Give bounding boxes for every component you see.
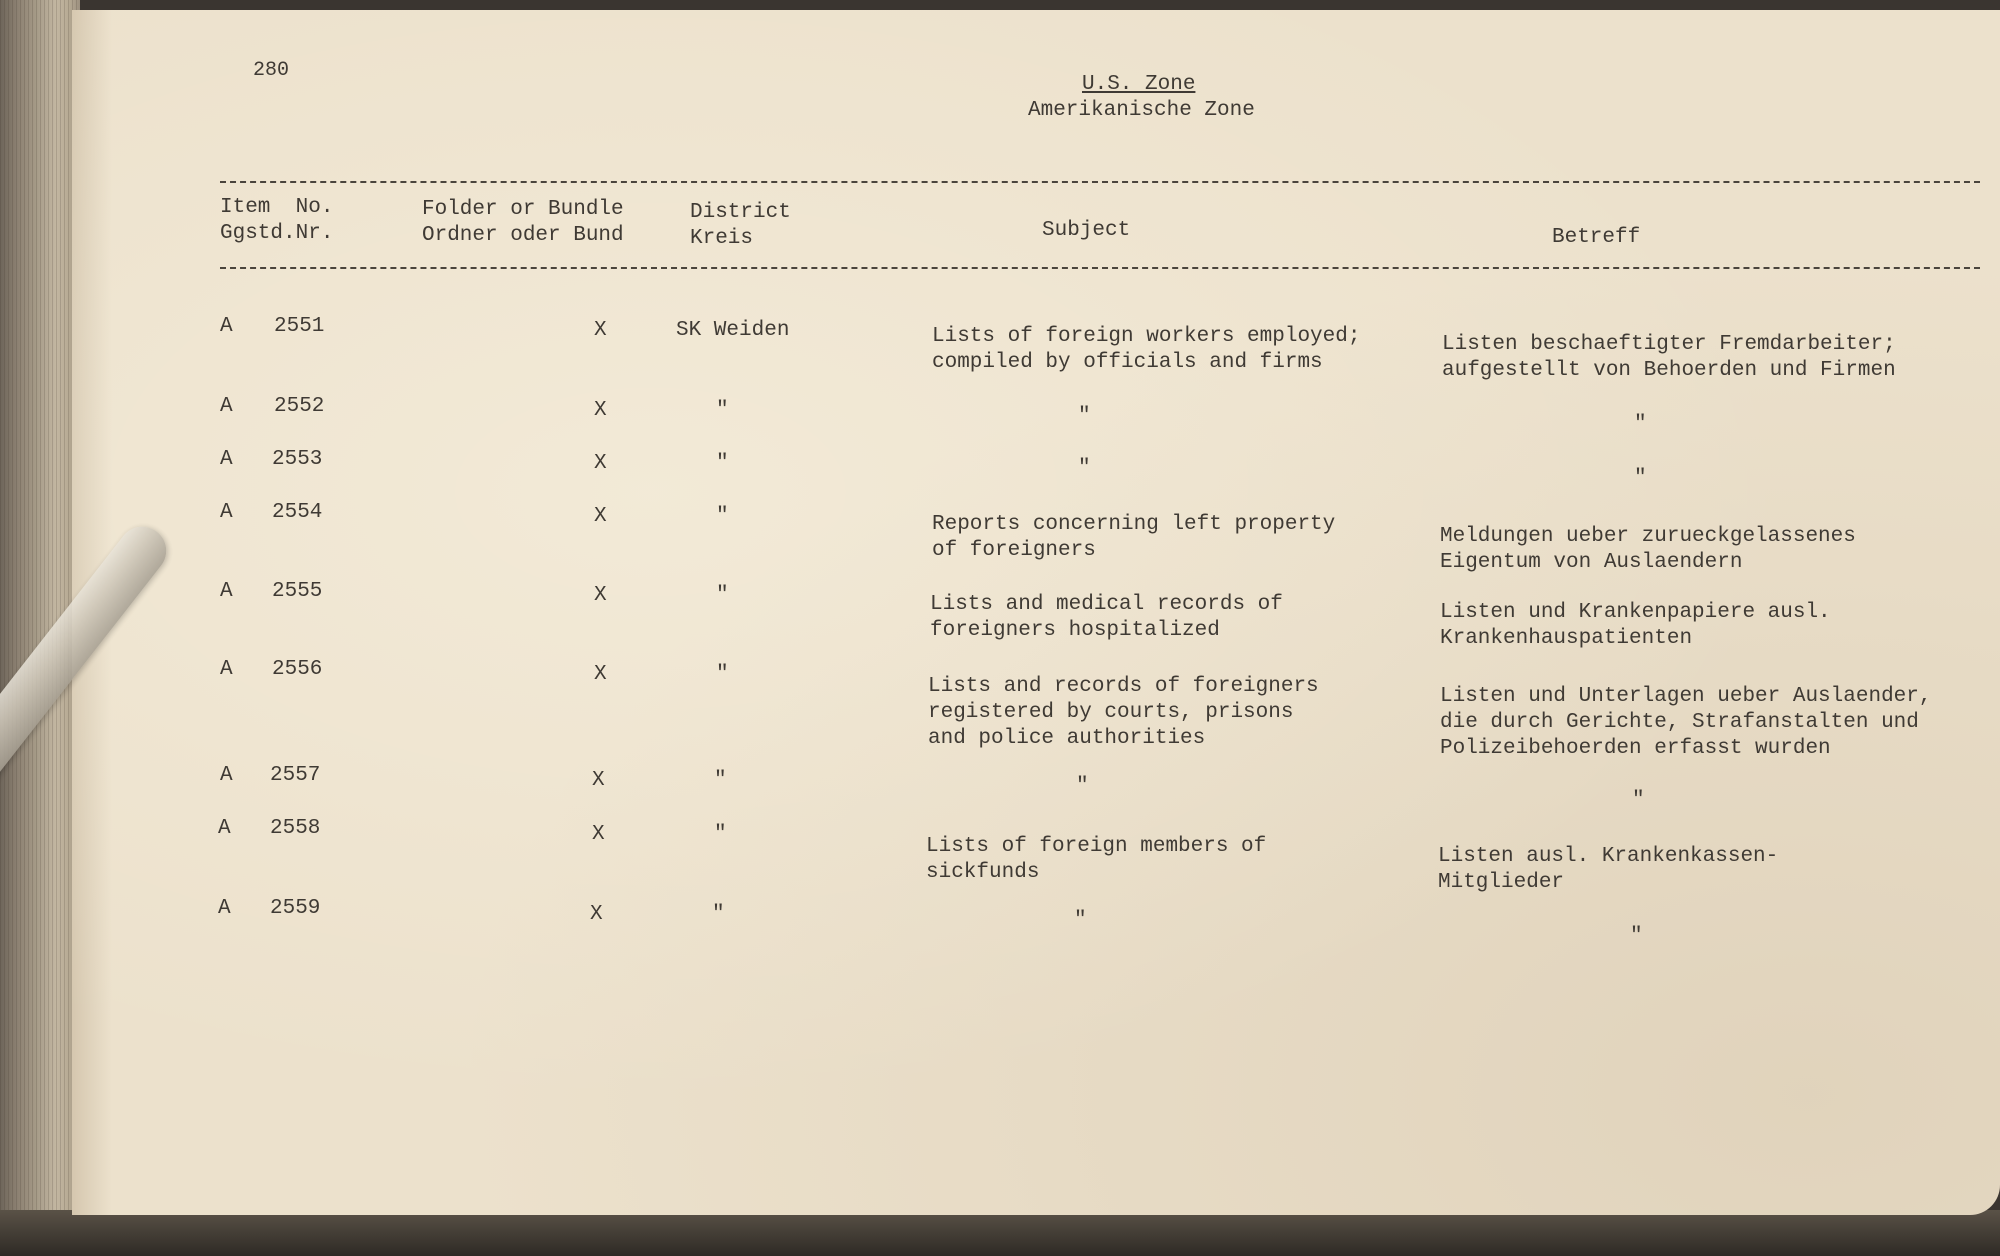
item-prefix: A: [220, 448, 233, 471]
item-number: 2552: [274, 395, 325, 418]
folder-mark: X: [594, 452, 607, 475]
item-prefix: A: [220, 658, 233, 681]
header-betreff: Betreff: [1552, 226, 1641, 249]
subject-text: Reports concerning left property of foreigners: [932, 513, 1336, 562]
item-number: 2558: [270, 817, 321, 840]
item-prefix: A: [220, 580, 233, 603]
folder-mark: X: [594, 505, 607, 528]
betreff-text: ": [1630, 925, 1643, 948]
folder-mark: X: [590, 903, 603, 926]
item-number: 2557: [270, 764, 321, 787]
betreff-text: Listen beschaeftigter Fremdarbeiter; aufgestellt von Behoerden und Firmen: [1442, 333, 1896, 382]
betreff-text: Meldungen ueber zurueckgelassenes Eigentum von Auslaendern: [1440, 525, 1856, 574]
zone-title: U.S. Zone: [1082, 73, 1196, 96]
district-value: ": [716, 399, 729, 422]
item-number: 2555: [272, 580, 323, 603]
folder-mark: X: [594, 584, 607, 607]
item-prefix: A: [218, 817, 231, 840]
subject-text: Lists and medical records of foreigners hospitalized: [930, 593, 1283, 642]
subject-text: ": [1076, 775, 1089, 798]
betreff-text: Listen und Krankenpapiere ausl. Krankenhauspatienten: [1440, 601, 1831, 650]
header-subject: Subject: [1042, 219, 1131, 242]
subject-text: ": [1078, 457, 1091, 480]
header-bottom-rule: [220, 267, 1980, 269]
subject-text: ": [1074, 909, 1087, 932]
betreff-text: ": [1634, 413, 1647, 436]
item-prefix: A: [218, 897, 231, 920]
folder-mark: X: [594, 399, 607, 422]
item-number: 2559: [270, 897, 321, 920]
header-top-rule: [220, 181, 1980, 183]
subject-text: Lists and records of foreigners registered by courts, prisons and police authorities: [928, 675, 1319, 750]
item-prefix: A: [220, 395, 233, 418]
district-value: ": [712, 903, 725, 926]
header-district: District Kreis: [690, 201, 791, 250]
betreff-text: ": [1632, 789, 1645, 812]
subject-text: ": [1078, 405, 1091, 428]
book-bottom-edge: [0, 1210, 2000, 1256]
item-prefix: A: [220, 315, 233, 338]
district-value: ": [716, 584, 729, 607]
item-prefix: A: [220, 501, 233, 524]
district-value: SK Weiden: [676, 319, 790, 342]
header-item-no: Item No. Ggstd.Nr.: [220, 196, 334, 245]
item-number: 2554: [272, 501, 323, 524]
folder-mark: X: [594, 663, 607, 686]
district-value: ": [714, 823, 727, 846]
item-number: 2556: [272, 658, 323, 681]
folder-mark: X: [592, 769, 605, 792]
folder-mark: X: [594, 319, 607, 342]
betreff-text: Listen und Unterlagen ueber Auslaender, die durch Gerichte, Strafanstalten und Polizeibehoerden erfasst wurden: [1440, 685, 1932, 760]
folder-mark: X: [592, 823, 605, 846]
betreff-text: Listen ausl. Krankenkassen- Mitglieder: [1438, 845, 1779, 894]
betreff-text: ": [1634, 467, 1647, 490]
page-number: 280: [253, 59, 290, 82]
district-value: ": [714, 769, 727, 792]
item-prefix: A: [220, 764, 233, 787]
subject-text: Lists of foreign members of sickfunds: [926, 835, 1267, 884]
item-number: 2551: [274, 315, 325, 338]
item-number: 2553: [272, 448, 323, 471]
district-value: ": [716, 452, 729, 475]
header-folder: Folder or Bundle Ordner oder Bund: [422, 198, 624, 247]
subject-text: Lists of foreign workers employed; compiled by officials and firms: [932, 325, 1361, 374]
district-value: ": [716, 663, 729, 686]
district-value: ": [716, 505, 729, 528]
zone-subtitle: Amerikanische Zone: [1028, 99, 1255, 122]
